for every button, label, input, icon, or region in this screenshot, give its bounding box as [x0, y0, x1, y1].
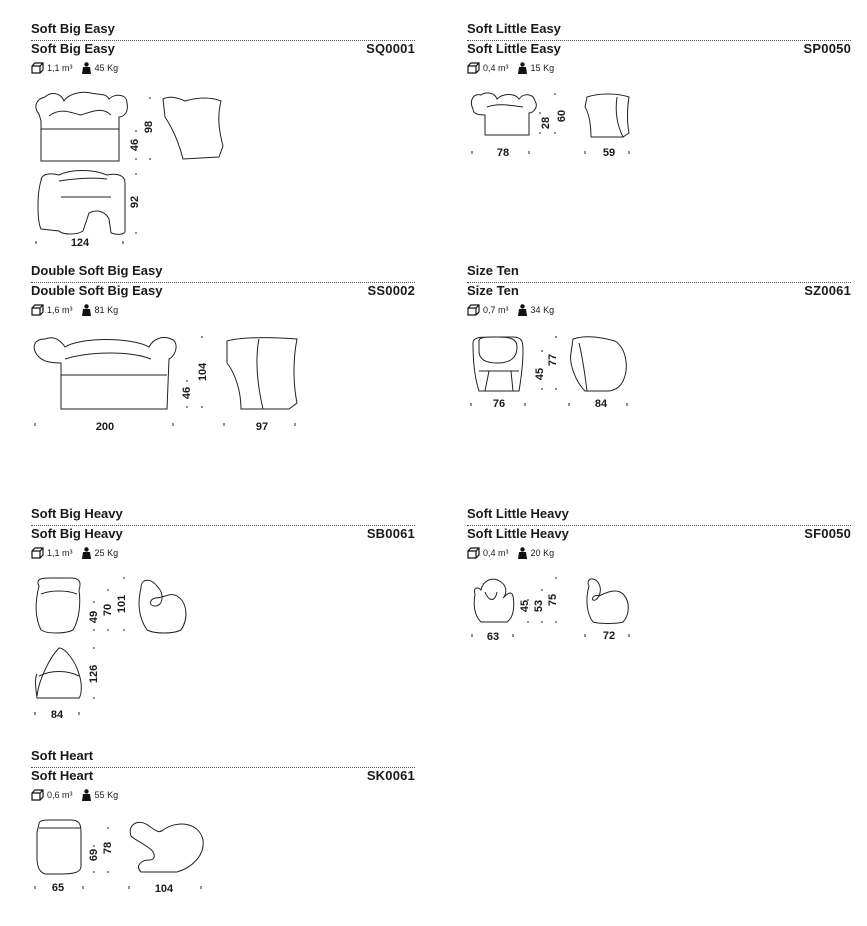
dim-seat-height: 69: [88, 848, 100, 862]
technical-drawing: [467, 21, 851, 171]
dim-height: 78: [102, 841, 114, 855]
section-title: Soft Little Heavy: [467, 506, 569, 521]
product-block-soft-big-heavy: [31, 506, 415, 726]
technical-drawing: [31, 506, 415, 726]
section-title: Soft Little Easy: [467, 21, 561, 36]
dim-depth: 59: [602, 147, 616, 159]
dim-depth: 84: [594, 398, 608, 410]
side-view-outline: [227, 338, 297, 409]
dim-depth: 126: [88, 664, 100, 684]
technical-drawing: [467, 506, 851, 656]
side-view-outline: [139, 580, 186, 633]
section-title: Soft Big Heavy: [31, 506, 123, 521]
product-code: SZ0061: [804, 283, 851, 298]
technical-drawing: [31, 263, 415, 443]
top-view-outline: [36, 648, 82, 698]
product-name: Soft Big Heavy: [31, 526, 123, 541]
technical-drawing: [467, 263, 851, 423]
product-specs: 1,6 m³ 81 Kg: [31, 304, 126, 316]
dim-height: 75: [547, 593, 559, 607]
product-specs: 0,4 m³ 15 Kg: [467, 62, 562, 74]
section-title: Size Ten: [467, 263, 519, 278]
product-name: Soft Little Heavy: [467, 526, 569, 541]
product-name: Double Soft Big Easy: [31, 283, 163, 298]
product-block-soft-little-easy: [467, 21, 851, 171]
product-block-soft-heart: [31, 748, 415, 908]
side-view-outline: [571, 337, 627, 391]
dim-seat-height: 45: [534, 367, 546, 381]
product-block-size-ten: [467, 263, 851, 423]
side-view-outline: [587, 579, 628, 624]
front-view-outline: [471, 93, 536, 135]
section-title: Soft Heart: [31, 748, 94, 763]
section-title: Double Soft Big Easy: [31, 263, 163, 278]
product-code: SF0050: [804, 526, 851, 541]
dim-height: 104: [197, 362, 209, 382]
side-view-outline: [130, 822, 203, 872]
product-code: SB0061: [366, 526, 415, 541]
dim-width: 200: [95, 421, 115, 433]
dim-width: 65: [51, 882, 65, 894]
front-view-outline: [36, 92, 128, 161]
dim-height: 77: [547, 353, 559, 367]
technical-drawing: [31, 748, 415, 908]
product-code: SS0002: [367, 283, 415, 298]
product-name: Size Ten: [467, 283, 519, 298]
front-view-outline: [37, 820, 81, 874]
front-view-outline: [36, 578, 80, 633]
product-name: Soft Little Easy: [467, 41, 561, 56]
front-view-outline: [474, 579, 514, 622]
top-view-outline: [38, 171, 125, 235]
dim-arm-height: 53: [533, 599, 545, 613]
product-specs: 0,7 m³ 34 Kg: [467, 304, 562, 316]
dim-width: 124: [70, 237, 90, 249]
dim-width: 78: [496, 147, 510, 159]
dim-height: 60: [556, 109, 568, 123]
product-code: SK0061: [366, 768, 415, 783]
dim-width: 84: [50, 709, 64, 721]
product-name: Soft Big Easy: [31, 41, 115, 56]
dim-seat-height: 45: [519, 599, 531, 613]
dim-seat-height: 49: [88, 610, 100, 624]
dim-width: 63: [486, 631, 500, 643]
product-block-soft-big-easy: [31, 21, 415, 251]
dim-width: 76: [492, 398, 506, 410]
product-specs: 1,1 m³ 25 Kg: [31, 547, 126, 559]
front-view-outline: [473, 337, 523, 391]
dim-depth: 104: [154, 883, 174, 895]
product-block-double-soft-big-easy: [31, 263, 415, 443]
dim-depth: 92: [129, 195, 141, 209]
dim-seat-height: 28: [540, 116, 552, 130]
dim-seat-height: 46: [129, 138, 141, 152]
product-specs: 1,1 m³ 45 Kg: [31, 62, 126, 74]
dim-depth: 97: [255, 421, 269, 433]
product-specs: 0,4 m³ 20 Kg: [467, 547, 562, 559]
dim-seat-height: 46: [181, 386, 193, 400]
product-specs: 0,6 m³ 55 Kg: [31, 789, 126, 801]
product-code: SQ0001: [366, 41, 415, 56]
dim-height: 101: [116, 594, 128, 614]
section-title: Soft Big Easy: [31, 21, 115, 36]
technical-drawing: [31, 21, 415, 251]
dim-depth: 72: [602, 630, 616, 642]
product-code: SP0050: [803, 41, 851, 56]
front-view-outline: [34, 337, 176, 409]
product-block-soft-little-heavy: [467, 506, 851, 656]
dim-height: 98: [143, 120, 155, 134]
side-view-outline: [585, 94, 629, 137]
side-view-outline: [163, 97, 223, 159]
product-name: Soft Heart: [31, 768, 94, 783]
dim-arm-height: 70: [102, 603, 114, 617]
